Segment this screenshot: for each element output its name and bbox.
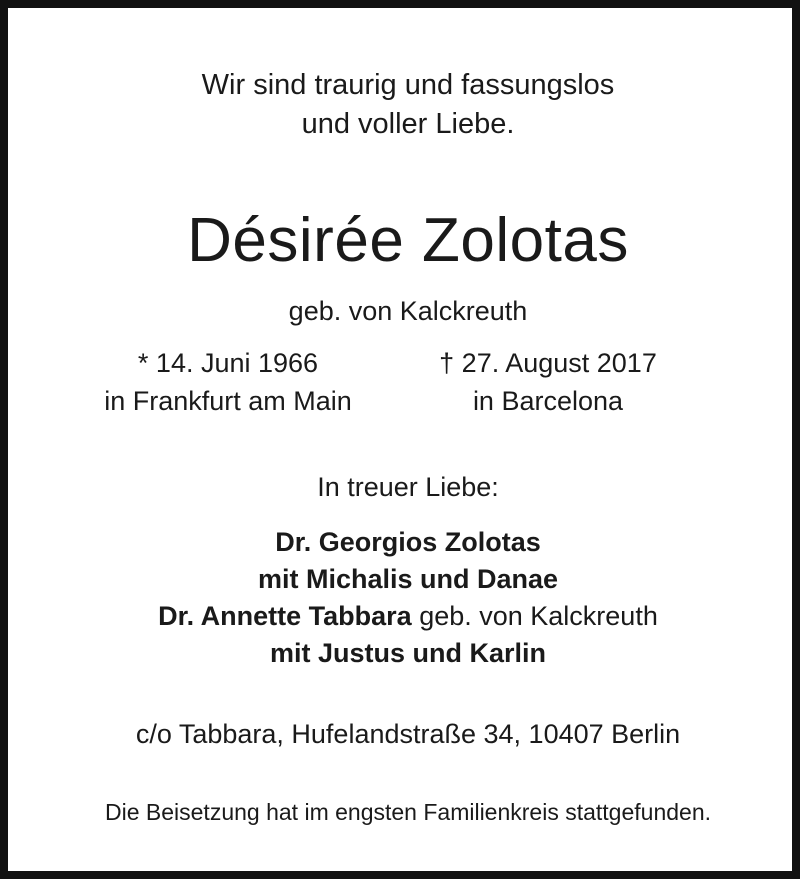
intro-line-2: und voller Liebe. [301,108,515,140]
birth-info [68,344,388,420]
mourner-line-1: Dr. Georgios Zolotas [275,527,541,557]
death-date: † 27. August 2017 [439,348,657,378]
mourner-line-3-suffix: geb. von Kalckreuth [411,601,658,631]
mourner-line-3-name: Dr. Annette Tabbara [158,601,412,631]
mourner-line-3 [8,598,800,634]
death-place: in Barcelona [472,386,624,416]
birth-place: in Frankfurt am Main [104,386,352,416]
mourner-line-4: mit Justus und Karlin [269,638,547,668]
mourner-line-2: mit Michalis und Danae [257,564,559,594]
birth-date: * 14. Juni 1966 [137,348,319,378]
contact-address: c/o Tabbara, Hufelandstraße 34, 10407 Berlin [135,719,681,749]
burial-note: Die Beisetzung hat im engsten Familienkreis stattgefunden. [105,799,711,825]
death-info [388,344,708,420]
deceased-name: Désirée Zolotas [187,206,629,275]
intro-line-1: Wir sind traurig und fassungslos [201,69,615,101]
mourners-heading: In treuer Liebe: [317,472,499,502]
maiden-name: geb. von Kalckreuth [288,296,528,326]
